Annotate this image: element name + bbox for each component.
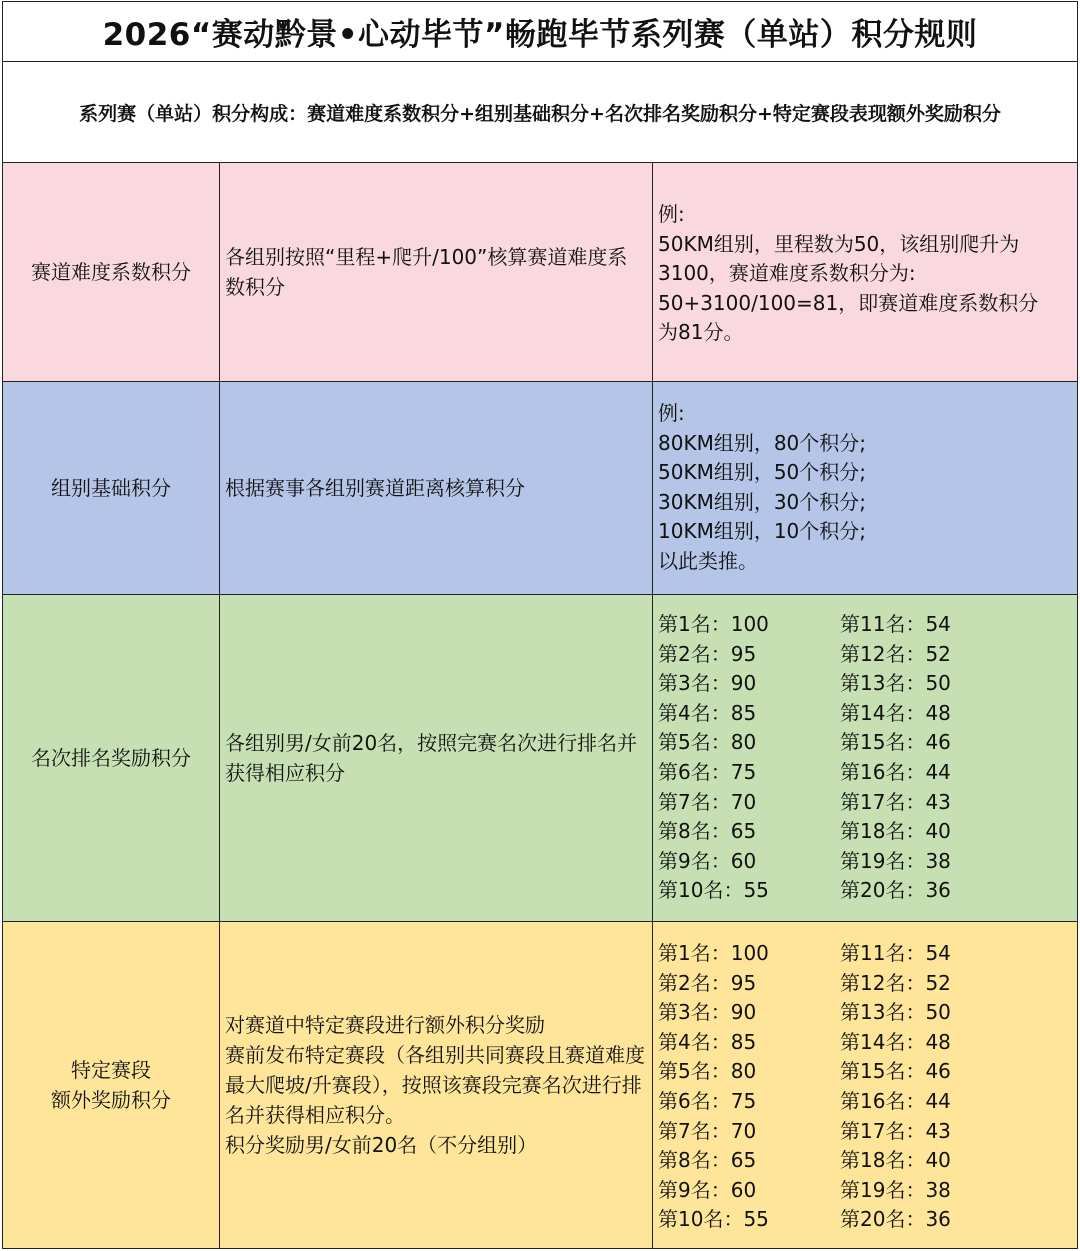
example-line: 3100，赛道难度系数积分为:	[658, 261, 916, 286]
rank-entry: 第3名：90	[658, 671, 757, 696]
formula-banner: 系列赛（单站）积分构成：赛道难度系数积分+组别基础积分+名次排名奖励积分+特定赛段表现额外奖励积分	[3, 62, 1077, 163]
ranks-right-column	[840, 939, 1022, 1248]
rank-entry: 第1名：100	[658, 941, 769, 965]
row-ranks-cell	[653, 922, 1077, 1248]
rank-entry: 第20名：36	[840, 1207, 951, 1232]
rank-entry: 第18名：40	[840, 1148, 951, 1173]
row-desc: 各组别男/女前20名，按照完赛名次进行排名并获得相应积分	[225, 731, 638, 785]
rank-entry: 第19名：38	[840, 1177, 951, 1202]
example-line: 50KM组别，50个积分;	[658, 460, 867, 485]
rank-entry: 第6名：75	[658, 759, 757, 784]
rank-entry: 第2名：95	[658, 970, 757, 995]
rank-entry: 第9名：60	[658, 848, 757, 873]
example-line: 30KM组别，30个积分;	[658, 489, 867, 514]
rank-entry: 第7名：70	[658, 1118, 757, 1143]
example-line: 例:	[658, 202, 685, 226]
row-example-cell	[653, 163, 1077, 381]
rank-entry: 第5名：80	[658, 730, 757, 755]
row-ranks-cell	[653, 595, 1077, 921]
rank-entry: 第20名：36	[840, 878, 951, 903]
rank-entry: 第15名：46	[840, 1059, 951, 1084]
rank-entry: 第2名：95	[658, 641, 757, 666]
row-desc-group	[225, 1010, 646, 1160]
rank-entry: 第10名：55	[658, 1207, 769, 1232]
row-name-cell	[3, 163, 220, 381]
rank-entry: 第5名：80	[658, 1059, 757, 1084]
ranks-left-column	[658, 610, 840, 921]
row-name: 名次排名奖励积分	[31, 746, 191, 770]
rank-entry: 第11名：54	[840, 612, 951, 636]
example-line: 为81分。	[658, 320, 744, 345]
rank-entry: 第14名：48	[840, 700, 951, 725]
rank-entry: 第6名：75	[658, 1088, 757, 1113]
rank-entry: 第11名：54	[840, 941, 951, 965]
rank-entry: 第3名：90	[658, 1000, 757, 1025]
row-desc-cell	[220, 595, 653, 921]
example-line: 50KM组别，里程数为50，该组别爬升为	[658, 231, 1020, 256]
row-desc: 积分奖励男/女前20名（不分组别）	[225, 1133, 538, 1157]
rank-entry: 第14名：48	[840, 1029, 951, 1054]
example-line: 例:	[658, 401, 685, 425]
rank-entry: 第19名：38	[840, 848, 951, 873]
example-line: 50+3100/100=81，即赛道难度系数积分	[658, 290, 1039, 315]
example-line: 以此类推。	[658, 548, 758, 573]
rank-entry: 第1名：100	[658, 612, 769, 636]
table-row-track-difficulty	[3, 163, 1077, 382]
row-desc-cell	[220, 382, 653, 594]
row-desc: 赛前发布特定赛段（各组别共同赛段且赛道难度最大爬坡/升赛段），按照该赛段完赛名次进行排名并获得相应积分。	[225, 1043, 645, 1127]
rank-entry: 第9名：60	[658, 1177, 757, 1202]
rank-entry: 第15名：46	[840, 730, 951, 755]
row-name: 特定赛段	[71, 1058, 151, 1082]
rank-entry: 第13名：50	[840, 1000, 951, 1025]
row-desc: 对赛道中特定赛段进行额外积分奖励	[225, 1013, 545, 1037]
row-name: 赛道难度系数积分	[31, 260, 191, 284]
rank-entry: 第17名：43	[840, 1118, 951, 1143]
rank-entry: 第17名：43	[840, 789, 951, 814]
row-name-cell	[3, 922, 220, 1248]
rank-entry: 第12名：52	[840, 970, 951, 995]
rank-entry: 第13名：50	[840, 671, 951, 696]
row-example-cell	[653, 382, 1077, 594]
table-row-ranking-reward	[3, 595, 1077, 922]
row-name-cell	[3, 595, 220, 921]
rank-entry: 第16名：44	[840, 759, 951, 784]
rules-table	[2, 1, 1078, 1249]
rank-entry: 第16名：44	[840, 1088, 951, 1113]
rank-entry: 第8名：65	[658, 1148, 757, 1173]
table-row-group-base	[3, 382, 1077, 595]
rank-entry: 第7名：70	[658, 789, 757, 814]
ranks-right-column	[840, 610, 1022, 921]
example-line: 10KM组别，10个积分;	[658, 519, 867, 544]
row-desc-cell	[220, 922, 653, 1248]
example-line: 80KM组别，80个积分;	[658, 430, 867, 455]
rank-entry: 第12名：52	[840, 641, 951, 666]
rank-entry: 第8名：65	[658, 819, 757, 844]
rank-entry: 第10名：55	[658, 878, 769, 903]
row-name: 组别基础积分	[51, 476, 171, 500]
rank-entry: 第18名：40	[840, 819, 951, 844]
row-desc-cell	[220, 163, 653, 381]
page-title: 2026“赛动黔景•心动毕节”畅跑毕节系列赛（单站）积分规则	[3, 2, 1077, 62]
row-name: 额外奖励积分	[51, 1088, 171, 1112]
ranks-left-column	[658, 939, 840, 1248]
rank-entry: 第4名：85	[658, 700, 757, 725]
row-desc: 各组别按照“里程+爬升/100”核算赛道难度系数积分	[225, 245, 628, 299]
row-name-cell	[3, 382, 220, 594]
row-desc: 根据赛事各组别赛道距离核算积分	[225, 476, 525, 500]
rank-entry: 第4名：85	[658, 1029, 757, 1054]
table-row-special-segment	[3, 922, 1077, 1248]
